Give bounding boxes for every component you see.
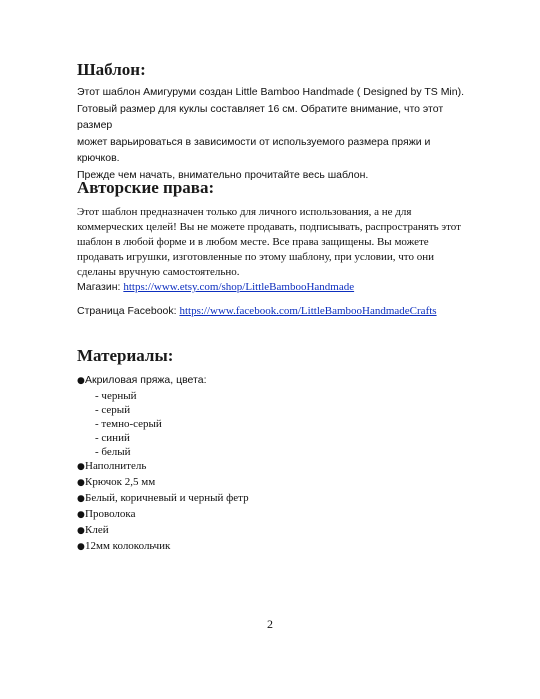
copyright-paragraph	[77, 205, 467, 319]
material-item: Наполнитель	[85, 460, 147, 472]
bullet-icon: ●	[77, 494, 85, 504]
material-item: Белый, коричневый и черный фетр	[85, 492, 249, 504]
materials-heading: Материалы:	[77, 346, 174, 365]
yarn-color: - черный	[95, 390, 137, 402]
copyright-line: Этот шаблон предназначен только для личного использования, а не для	[77, 206, 412, 218]
copyright-heading: Авторские права:	[77, 178, 215, 197]
yarn-color: - темно-серый	[95, 418, 162, 430]
shop-label: Магазин:	[77, 281, 124, 293]
facebook-line	[77, 304, 467, 319]
bullet-icon: ●	[77, 542, 85, 552]
template-heading: Шаблон:	[77, 60, 146, 79]
shop-link[interactable]: https://www.etsy.com/shop/LittleBambooHandmade	[123, 281, 355, 293]
facebook-link[interactable]: https://www.facebook.com/LittleBambooHandmadeCrafts	[179, 305, 437, 317]
template-line: Прежде чем начать, внимательно прочитайте весь шаблон.	[77, 168, 369, 181]
list-item	[77, 523, 457, 539]
shop-line	[77, 280, 467, 295]
list-item	[77, 507, 457, 523]
materials-list	[77, 373, 457, 555]
copyright-line: сделаны вручную самостоятельно.	[77, 266, 240, 278]
bullet-icon: ●	[77, 526, 85, 536]
copyright-line: шаблон в любой форме и в любом месте. Все права защищены. Вы можете	[77, 236, 429, 248]
yarn-color: - синий	[95, 432, 130, 444]
bullet-icon: ●	[77, 510, 85, 520]
page-number: 2	[267, 617, 273, 631]
material-item: Клей	[85, 524, 109, 536]
template-line: Этот шаблон Амигуруми создан Little Bamboo Handmade ( Designed by TS Min).	[77, 86, 465, 98]
copyright-line: продавать игрушки, изготовленные по этому шаблону, при условии, что они	[77, 251, 434, 263]
list-item	[77, 459, 457, 475]
yarn-label: Акриловая пряжа, цвета:	[85, 374, 207, 386]
yarn-color: - белый	[95, 446, 131, 458]
bullet-icon: ●	[77, 376, 85, 386]
facebook-label: Страница Facebook:	[77, 305, 180, 317]
list-item	[77, 491, 457, 507]
material-item: Проволока	[85, 508, 136, 520]
bullet-icon: ●	[77, 462, 85, 472]
template-line: может варьироваться в зависимости от используемого размера пряжи и крючков.	[77, 135, 431, 164]
list-item	[77, 539, 457, 555]
yarn-color: - серый	[95, 404, 131, 416]
list-item	[77, 475, 457, 491]
material-item: Крючок 2,5 мм	[85, 476, 156, 488]
copyright-line: коммерческих целей! Вы не можете продавать, подписывать, распространять этот	[77, 221, 461, 233]
template-paragraph	[77, 84, 467, 183]
bullet-icon: ●	[77, 478, 85, 488]
list-item	[77, 373, 457, 389]
material-item: 12мм колокольчик	[85, 540, 171, 552]
template-line: Готовый размер для куклы составляет 16 см. Обратите внимание, что этот размер	[77, 102, 444, 131]
